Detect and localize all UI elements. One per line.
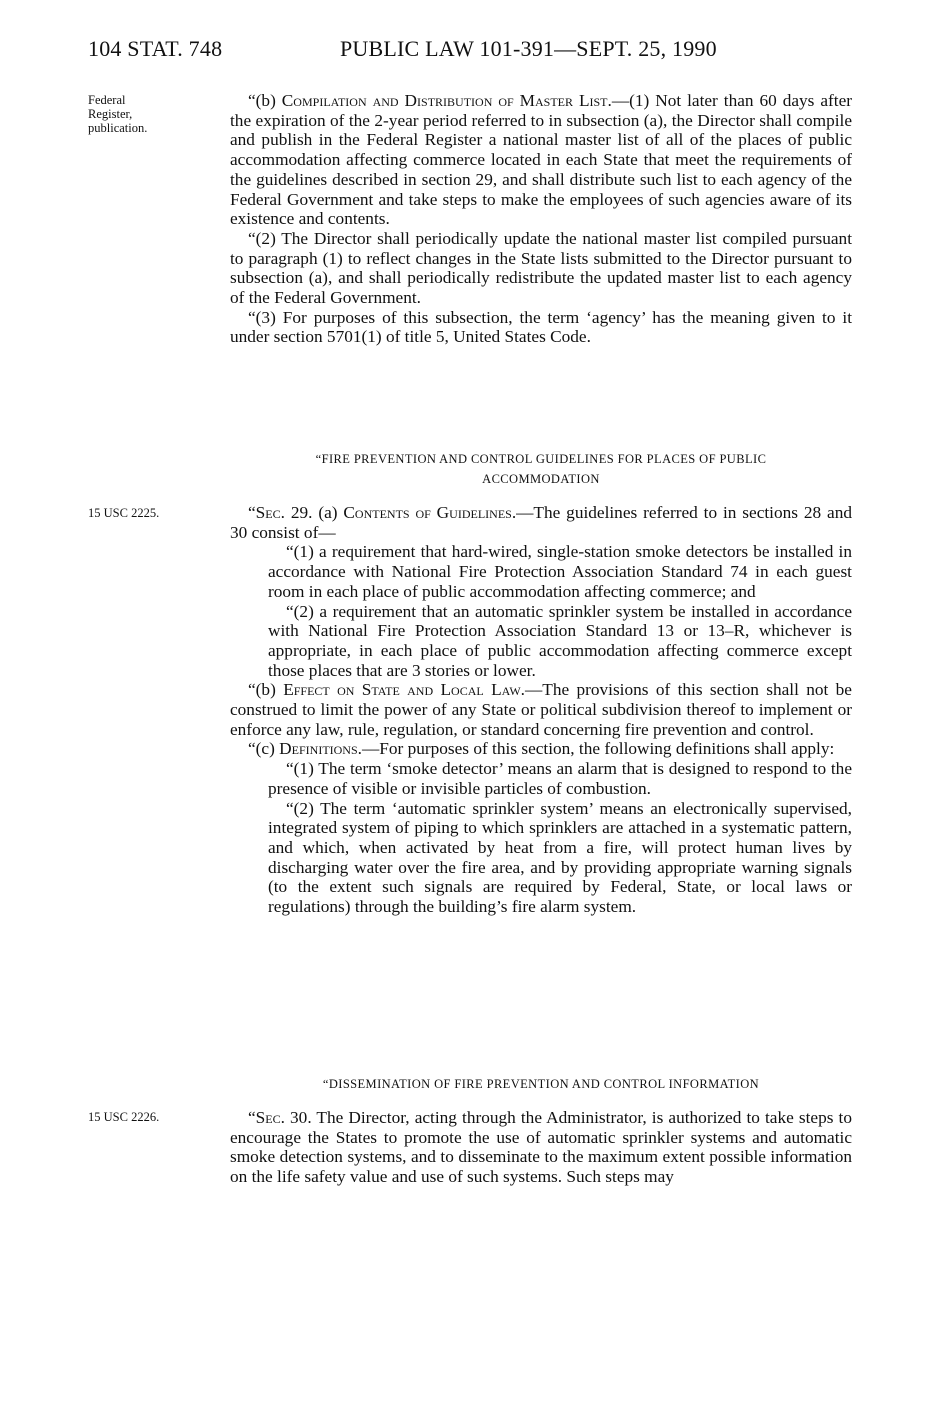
margin-note-usc-2225: 15 USC 2225.: [88, 506, 160, 520]
heading-fire-prevention: “FIRE PREVENTION AND CONTROL GUIDELINES FOR PLACES OF PUBLIC ACCOMMODATION: [315, 452, 767, 486]
definition-sprinkler-system: “(2) The term ‘automatic sprinkler system’ means an electronically supervised, integrated system of piping to which sprinklers are attached in a systematic pattern, and which, when activated by heat from a fire, will protect human lives by discharging water over the fire area, and by providing appropriate warning signals (to the extent such signals are required by Federal, State, or local laws or regulations) through the building’s fire alarm system.: [268, 798, 852, 917]
section-29-block: [230, 503, 852, 917]
section-29-item-2: “(2) a requirement that an automatic sprinkler system be installed in accordance with National Fire Protection Association Standard 13 or 13–R, whichever is appropriate, in each place of public accommodation affecting commerce except those places that are 3 stories or lower.: [268, 601, 852, 680]
section-29-a-title: Contents of Guidelines: [343, 503, 512, 522]
margin-note-federal-register: Federal Register, publication.: [88, 93, 148, 135]
definition-smoke-detector: “(1) The term ‘smoke detector’ means an alarm that is designed to respond to the presence of visible or invisible particles of combustion.: [268, 759, 852, 798]
section-b-paragraph-3: “(3) For purposes of this subsection, the term ‘agency’ has the meaning given to it under section 5701(1) of title 5, United States Code.: [230, 307, 852, 347]
section-29-c: “(c) Definitions.—For purposes of this section, the following definitions shall apply:: [248, 739, 835, 759]
section-b-block: [230, 91, 852, 347]
section-29-b-title: Effect on State and Local Law: [283, 680, 521, 700]
section-b-paragraph-2: “(2) The Director shall periodically update the national master list compiled pursuant to paragraph (1) to reflect changes in the State lists submitted to the Director pursuant to subsection (a), and shall periodically redistribute the updated master list to each agency of the Federal Government.: [230, 228, 852, 308]
section-29-item-1: “(1) a requirement that hard-wired, single-station smoke detectors be installed in accordance with National Fire Protection Association Standard 74 in each guest room in each place of public accommodation affecting commerce; and: [268, 542, 852, 601]
section-30-paragraph: “Sec. 30. The Director, acting through the Administrator, is authorized to take steps to encourage the States to promote the use of automatic sprinkler systems and automatic smoke detection systems, and to disseminate to the maximum extent possible information on the life safety value and use of such systems. Such steps may: [230, 1108, 852, 1187]
section-b-title: Compilation and Distribution of Master List: [281, 91, 608, 110]
page-stat-citation: 104 STAT. 748: [88, 36, 223, 61]
heading-dissemination: “DISSEMINATION OF FIRE PREVENTION AND CONTROL INFORMATION: [322, 1077, 760, 1091]
section-29-a: “Sec. 29. (a) Contents of Guidelines.—The guidelines referred to in sections 28 and 30 consist of—: [230, 503, 852, 542]
section-29-b: “(b) Effect on State and Local Law.—The provisions of this section shall not be construed to limit the power of any State or political subdivision thereof to implement or enforce any law, rule, regulation, or standard concerning fire prevention and control.: [230, 680, 852, 739]
public-law-title: PUBLIC LAW 101-391—SEPT. 25, 1990: [340, 36, 717, 61]
section-b-paragraph-1: “(b) Compilation and Distribution of Master List.—(1) Not later than 60 days after the expiration of the 2-year period referred to in subsection (a), the Director shall compile and publish in the Federal Register a national master list of all of the places of public accommodation affecting commerce located in each State that meet the requirements of the guidelines described in section 29, and shall distribute such list to each agency of the Federal Government and take steps to make the employees of such agencies aware of its existence and contents.: [230, 91, 852, 229]
margin-note-usc-2226: 15 USC 2226.: [88, 1110, 160, 1124]
section-29-c-title: Definitions: [279, 739, 358, 759]
section-30-block: [230, 1108, 852, 1187]
